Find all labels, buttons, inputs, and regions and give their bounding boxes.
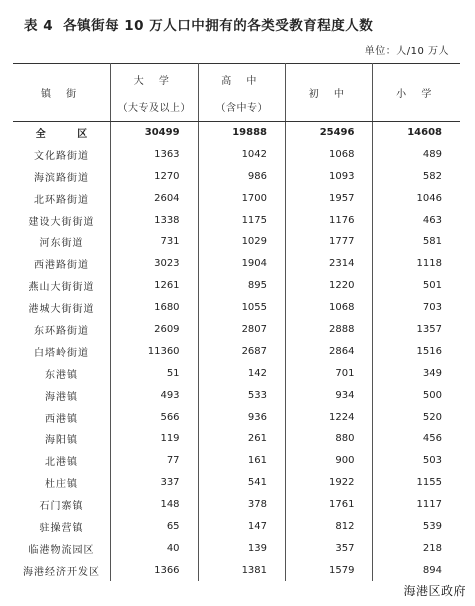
primary-cell: 14608: [373, 122, 460, 144]
region-name-cell: 东港镇: [45, 369, 79, 381]
primary-cell: 489: [373, 143, 460, 165]
table-body: [13, 122, 460, 582]
middle-cell: 812: [286, 516, 373, 538]
college-cell: 1363: [111, 143, 198, 165]
table-row: [13, 494, 460, 516]
middle-cell: 25496: [286, 122, 373, 144]
middle-cell: 357: [286, 537, 373, 559]
high-cell: 147: [198, 516, 285, 538]
table-row: [13, 406, 460, 428]
college-cell: 40: [111, 537, 198, 559]
region-name-cell: 海港镇: [45, 391, 79, 403]
table-row: [13, 143, 460, 165]
high-cell: 533: [198, 384, 285, 406]
table-title: [24, 14, 464, 34]
middle-cell: 1777: [286, 231, 373, 253]
table-row: [13, 340, 460, 362]
region-name-cell: 石门寨镇: [39, 501, 84, 513]
primary-cell: 501: [373, 275, 460, 297]
header-row: [13, 64, 460, 122]
high-cell: 261: [198, 428, 285, 450]
table-row: [13, 537, 460, 559]
high-cell: 161: [198, 450, 285, 472]
table-number: 表 4: [24, 18, 54, 34]
table-row: [13, 472, 460, 494]
region-name-cell: 杜庄镇: [45, 479, 79, 491]
high-cell: 986: [198, 165, 285, 187]
region-name-cell: 海港经济开发区: [23, 566, 101, 578]
table-title-text: 各镇街每 10 万人口中拥有的各类受教育程度人数: [63, 18, 374, 34]
table-row: [13, 428, 460, 450]
high-cell: 895: [198, 275, 285, 297]
middle-cell: 880: [286, 428, 373, 450]
region-name-cell: 临港物流园区: [28, 544, 95, 556]
table-row: [13, 450, 460, 472]
header-region: [13, 64, 111, 122]
table-row: [13, 297, 460, 319]
primary-cell: 500: [373, 384, 460, 406]
middle-cell: 1176: [286, 209, 373, 231]
college-cell: 3023: [111, 253, 198, 275]
college-cell: 30499: [111, 122, 198, 144]
header-college-label: 大 学: [133, 75, 175, 87]
middle-cell: 2888: [286, 319, 373, 341]
primary-cell: 703: [373, 297, 460, 319]
header-high: [198, 64, 285, 122]
region-name-cell: 港城大街街道: [28, 304, 95, 316]
high-cell: 1381: [198, 559, 285, 581]
middle-cell: 2864: [286, 340, 373, 362]
college-cell: 2604: [111, 187, 198, 209]
college-cell: 77: [111, 450, 198, 472]
primary-cell: 456: [373, 428, 460, 450]
watermark-text: 海港区政府: [400, 581, 469, 600]
header-college: [111, 64, 198, 122]
primary-cell: 539: [373, 516, 460, 538]
high-cell: 1904: [198, 253, 285, 275]
primary-cell: 503: [373, 450, 460, 472]
table-row: [13, 253, 460, 275]
region-name-cell: 建设大街街道: [28, 216, 95, 228]
high-cell: 378: [198, 494, 285, 516]
middle-cell: 934: [286, 384, 373, 406]
primary-cell: 1046: [373, 187, 460, 209]
middle-cell: 900: [286, 450, 373, 472]
region-name-cell: 北环路街道: [34, 194, 90, 206]
primary-cell: 582: [373, 165, 460, 187]
high-cell: 139: [198, 537, 285, 559]
college-cell: 11360: [111, 340, 198, 362]
primary-cell: 1357: [373, 319, 460, 341]
middle-cell: 1068: [286, 143, 373, 165]
primary-cell: 463: [373, 209, 460, 231]
high-cell: 2687: [198, 340, 285, 362]
region-name-cell: 文化路街道: [34, 150, 90, 162]
high-cell: 1175: [198, 209, 285, 231]
region-name-cell: 西港镇: [45, 413, 79, 425]
high-cell: 1029: [198, 231, 285, 253]
middle-cell: 1068: [286, 297, 373, 319]
header-primary: [373, 64, 460, 122]
middle-cell: 1224: [286, 406, 373, 428]
region-name-cell: 河东街道: [39, 238, 84, 250]
table-row: [13, 209, 460, 231]
primary-cell: 1117: [373, 494, 460, 516]
primary-cell: 349: [373, 362, 460, 384]
table-row: [13, 165, 460, 187]
middle-cell: 2314: [286, 253, 373, 275]
header-college-note: （大专及以上）: [117, 102, 192, 114]
college-cell: 1680: [111, 297, 198, 319]
college-cell: 337: [111, 472, 198, 494]
high-cell: 142: [198, 362, 285, 384]
middle-cell: 701: [286, 362, 373, 384]
high-cell: 1042: [198, 143, 285, 165]
header-high-note: （含中专）: [215, 102, 269, 114]
primary-cell: 1155: [373, 472, 460, 494]
high-cell: 1700: [198, 187, 285, 209]
college-cell: 65: [111, 516, 198, 538]
region-name-cell: 海滨路街道: [34, 172, 90, 184]
college-cell: 1270: [111, 165, 198, 187]
middle-cell: 1220: [286, 275, 373, 297]
region-name-cell: 东环路街道: [34, 325, 90, 337]
college-cell: 1338: [111, 209, 198, 231]
header-high-label: 高 中: [221, 75, 263, 87]
region-name-cell: 北港镇: [45, 457, 79, 469]
region-name-cell: 白塔岭街道: [34, 347, 90, 359]
college-cell: 1366: [111, 559, 198, 581]
table-row: [13, 362, 460, 384]
college-cell: 51: [111, 362, 198, 384]
high-cell: 1055: [198, 297, 285, 319]
table-row: [13, 516, 460, 538]
table-row: [13, 275, 460, 297]
college-cell: 2609: [111, 319, 198, 341]
college-cell: 119: [111, 428, 198, 450]
high-cell: 2807: [198, 319, 285, 341]
high-cell: 19888: [198, 122, 285, 144]
middle-cell: 1922: [286, 472, 373, 494]
primary-cell: 581: [373, 231, 460, 253]
college-cell: 1261: [111, 275, 198, 297]
total-row: [13, 122, 460, 144]
table-row: [13, 319, 460, 341]
primary-cell: 1516: [373, 340, 460, 362]
region-name-cell: 西港路街道: [34, 260, 90, 272]
college-cell: 148: [111, 494, 198, 516]
middle-cell: 1093: [286, 165, 373, 187]
college-cell: 731: [111, 231, 198, 253]
education-table: [13, 63, 460, 581]
primary-cell: 1118: [373, 253, 460, 275]
region-name-cell: 燕山大街街道: [28, 282, 95, 294]
region-name-cell: 海阳镇: [45, 435, 79, 447]
high-cell: 936: [198, 406, 285, 428]
header-primary-label: 小 学: [396, 89, 438, 100]
header-middle-label: 初 中: [308, 89, 350, 100]
table-row: [13, 231, 460, 253]
region-name-cell: 驻操营镇: [39, 522, 84, 534]
header-middle: [286, 64, 373, 122]
primary-cell: 520: [373, 406, 460, 428]
region-name-cell: 全 区: [35, 129, 102, 141]
college-cell: 566: [111, 406, 198, 428]
table-row: [13, 187, 460, 209]
middle-cell: 1579: [286, 559, 373, 581]
middle-cell: 1957: [286, 187, 373, 209]
primary-cell: 894: [373, 559, 460, 581]
middle-cell: 1761: [286, 494, 373, 516]
high-cell: 541: [198, 472, 285, 494]
unit-label: 单位：人/10 万人: [364, 46, 449, 57]
header-region-label: 镇 街: [40, 89, 83, 100]
table-row: [13, 384, 460, 406]
table-row: [13, 559, 460, 581]
college-cell: 493: [111, 384, 198, 406]
primary-cell: 218: [373, 537, 460, 559]
